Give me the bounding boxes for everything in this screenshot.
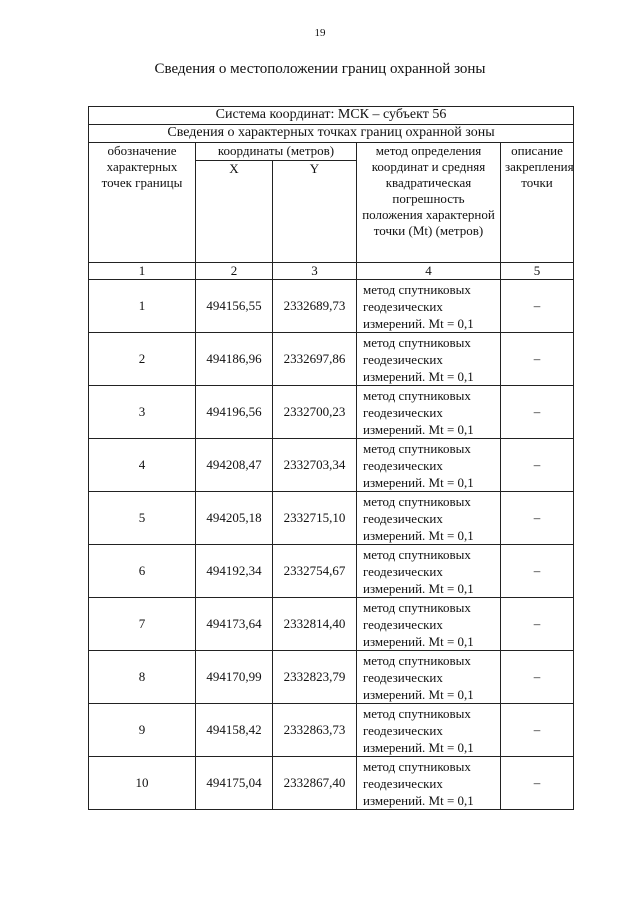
column-number: 5: [501, 263, 574, 280]
fixing-description-cell: –: [501, 386, 574, 439]
table-row: [89, 704, 574, 757]
fixing-description-cell: –: [501, 492, 574, 545]
coordinate-system-cell: Система координат: МСК – субъект 56: [89, 107, 574, 125]
table-row: [89, 545, 574, 598]
x-header: X: [196, 161, 273, 263]
x-coordinate-cell: 494170,99: [196, 651, 273, 704]
fixing-description-header: описание закрепления точки: [501, 143, 574, 263]
x-coordinate-cell: 494186,96: [196, 333, 273, 386]
x-coordinate-cell: 494196,56: [196, 386, 273, 439]
fixing-description-cell: –: [501, 545, 574, 598]
point-id-cell: 3: [89, 386, 196, 439]
x-coordinate-cell: 494205,18: [196, 492, 273, 545]
point-id-cell: 6: [89, 545, 196, 598]
method-cell: метод спутниковых геодезических измерений. Mt = 0,1: [357, 280, 501, 333]
method-cell: метод спутниковых геодезических измерений. Mt = 0,1: [357, 651, 501, 704]
method-cell: метод спутниковых геодезических измерений. Mt = 0,1: [357, 333, 501, 386]
y-coordinate-cell: 2332867,40: [273, 757, 357, 810]
page-title: Сведения о местоположении границ охранной зоны: [154, 61, 486, 77]
x-coordinate-cell: 494175,04: [196, 757, 273, 810]
fixing-description-cell: –: [501, 333, 574, 386]
y-coordinate-cell: 2332715,10: [273, 492, 357, 545]
method-header: метод определения координат и средняя квадратическая погрешность положения характерной точки (Mt) (метров): [357, 143, 501, 263]
column-number: 1: [89, 263, 196, 280]
method-cell: метод спутниковых геодезических измерений. Mt = 0,1: [357, 492, 501, 545]
y-coordinate-cell: 2332703,34: [273, 439, 357, 492]
point-id-cell: 5: [89, 492, 196, 545]
x-coordinate-cell: 494208,47: [196, 439, 273, 492]
column-number: 4: [357, 263, 501, 280]
column-number: 3: [273, 263, 357, 280]
table-row: [89, 757, 574, 810]
method-cell: метод спутниковых геодезических измерений. Mt = 0,1: [357, 386, 501, 439]
method-cell: метод спутниковых геодезических измерений. Mt = 0,1: [357, 439, 501, 492]
y-coordinate-cell: 2332814,40: [273, 598, 357, 651]
x-coordinate-cell: 494158,42: [196, 704, 273, 757]
fixing-description-cell: –: [501, 598, 574, 651]
y-header: Y: [273, 161, 357, 263]
column-number: 2: [196, 263, 273, 280]
coordinates-header: координаты (метров): [196, 143, 357, 161]
point-id-cell: 1: [89, 280, 196, 333]
point-id-cell: 2: [89, 333, 196, 386]
method-cell: метод спутниковых геодезических измерений. Mt = 0,1: [357, 704, 501, 757]
point-id-cell: 7: [89, 598, 196, 651]
fixing-description-cell: –: [501, 651, 574, 704]
method-cell: метод спутниковых геодезических измерений. Mt = 0,1: [357, 598, 501, 651]
table-row: [89, 386, 574, 439]
y-coordinate-cell: 2332823,79: [273, 651, 357, 704]
fixing-description-cell: –: [501, 439, 574, 492]
fixing-description-cell: –: [501, 704, 574, 757]
point-id-cell: 4: [89, 439, 196, 492]
y-coordinate-cell: 2332863,73: [273, 704, 357, 757]
point-id-cell: 8: [89, 651, 196, 704]
table-row: [89, 439, 574, 492]
x-coordinate-cell: 494192,34: [196, 545, 273, 598]
table-row: [89, 651, 574, 704]
points-info-header: Сведения о характерных точках границ охранной зоны: [89, 125, 574, 143]
fixing-description-cell: –: [501, 280, 574, 333]
boundary-points-table: [88, 106, 574, 810]
method-cell: метод спутниковых геодезических измерений. Mt = 0,1: [357, 757, 501, 810]
table-row: [89, 280, 574, 333]
point-designation-header: обозначение характерных точек границы: [89, 143, 196, 263]
point-id-cell: 9: [89, 704, 196, 757]
point-id-cell: 10: [89, 757, 196, 810]
x-coordinate-cell: 494173,64: [196, 598, 273, 651]
y-coordinate-cell: 2332754,67: [273, 545, 357, 598]
table-row: [89, 492, 574, 545]
method-cell: метод спутниковых геодезических измерений. Mt = 0,1: [357, 545, 501, 598]
y-coordinate-cell: 2332700,23: [273, 386, 357, 439]
x-coordinate-cell: 494156,55: [196, 280, 273, 333]
fixing-description-cell: –: [501, 757, 574, 810]
table-row: [89, 333, 574, 386]
page-number: 19: [314, 27, 326, 39]
table-row: [89, 598, 574, 651]
y-coordinate-cell: 2332697,86: [273, 333, 357, 386]
y-coordinate-cell: 2332689,73: [273, 280, 357, 333]
